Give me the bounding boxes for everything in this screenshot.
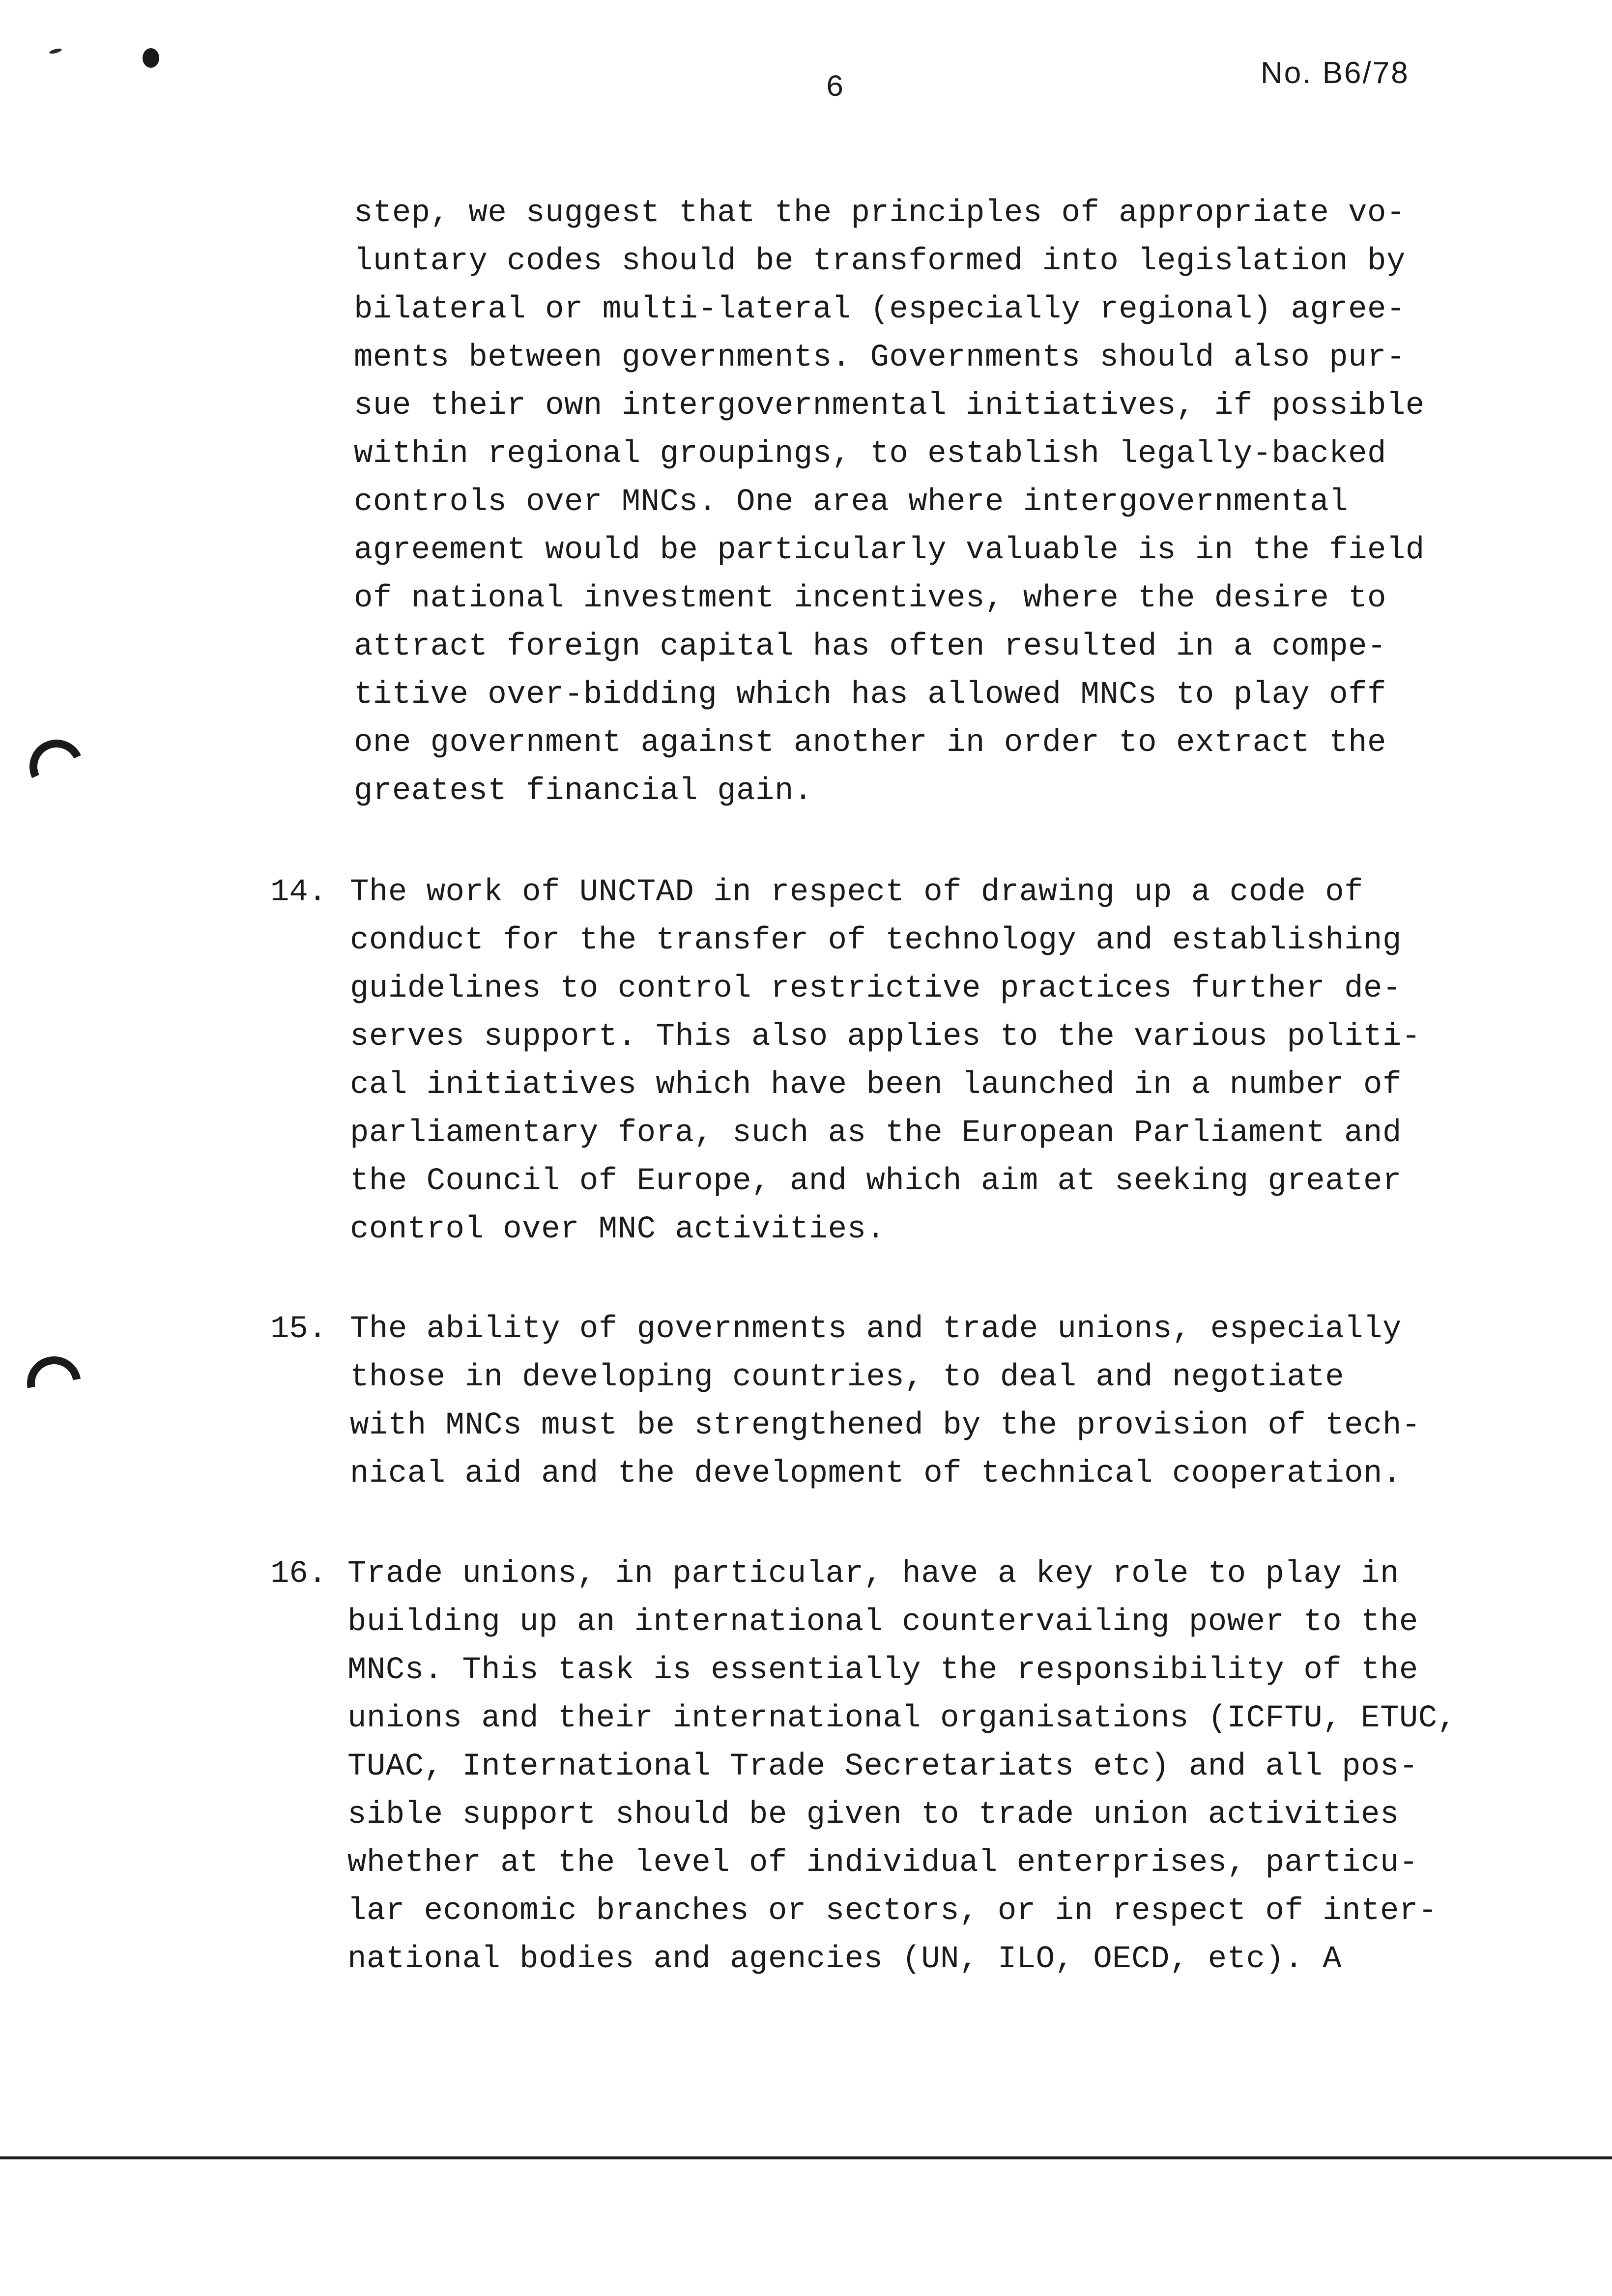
text-line: unions and their international organisations (ICFTU, ETUC, (347, 1701, 1457, 1736)
text-line: national bodies and agencies (UN, ILO, OECD, etc). A (347, 1942, 1342, 1977)
text-line: Trade unions, in particular, have a key role to play in (347, 1556, 1399, 1592)
text-line: controls over MNCs. One area where intergovernmental (354, 485, 1349, 520)
text-line: lar economic branches or sectors, or in respect of inter- (347, 1894, 1438, 1929)
text-line: the Council of Europe, and which aim at seeking greater (350, 1164, 1402, 1199)
continuation-paragraph (354, 189, 1425, 815)
text-line: one government against another in order to extract the (354, 725, 1386, 761)
scan-mark (49, 48, 62, 55)
text-line: whether at the level of individual enterprises, particu- (347, 1845, 1418, 1881)
paragraph-number-16: 16. (270, 1556, 327, 1592)
text-line: control over MNC activities. (350, 1212, 886, 1247)
paragraph-number-15: 15. (270, 1312, 327, 1347)
text-line: serves support. This also applies to the various politi- (350, 1019, 1421, 1055)
text-line: those in developing countries, to deal and negotiate (350, 1360, 1345, 1395)
text-line: agreement would be particularly valuable is in the field (354, 533, 1425, 568)
text-line: The work of UNCTAD in respect of drawing up a code of (350, 875, 1364, 910)
text-line: building up an international countervailing power to the (347, 1605, 1418, 1640)
text-line: of national investment incentives, where the desire to (354, 581, 1386, 616)
punch-hole-mark (22, 732, 91, 802)
text-line: bilateral or multi-lateral (especially regional) agree- (354, 292, 1406, 327)
text-line: sible support should be given to trade union activities (347, 1797, 1399, 1833)
text-line: MNCs. This task is essentially the responsibility of the (347, 1653, 1418, 1688)
text-line: greatest financial gain. (354, 774, 813, 809)
paragraph-number-14: 14. (270, 875, 327, 910)
paragraph-14 (350, 868, 1421, 1254)
text-line: ments between governments. Governments should also pur- (354, 340, 1406, 375)
document-reference: No. B6/78 (1261, 56, 1410, 90)
text-line: titive over-bidding which has allowed MNCs to play off (354, 677, 1386, 713)
text-line: luntary codes should be transformed into legislation by (354, 244, 1406, 279)
text-line: The ability of governments and trade unions, especially (350, 1312, 1402, 1347)
paragraph-16 (347, 1550, 1457, 1983)
scan-dot-mark (143, 48, 159, 68)
text-line: step, we suggest that the principles of appropriate vo- (354, 196, 1406, 231)
punch-hole-mark (16, 1346, 91, 1421)
text-line: attract foreign capital has often resulted in a compe- (354, 629, 1386, 664)
text-line: within regional groupings, to establish legally-backed (354, 436, 1386, 472)
bottom-rule (0, 2156, 1612, 2159)
page-number: 6 (826, 70, 844, 105)
paragraph-15 (350, 1305, 1421, 1498)
text-line: guidelines to control restrictive practices further de- (350, 971, 1402, 1006)
text-line: conduct for the transfer of technology and establishing (350, 923, 1402, 958)
text-line: parliamentary fora, such as the European Parliament and (350, 1116, 1402, 1151)
text-line: nical aid and the development of technical cooperation. (350, 1456, 1402, 1492)
text-line: TUAC, International Trade Secretariats etc) and all pos- (347, 1749, 1418, 1784)
text-line: cal initiatives which have been launched in a number of (350, 1067, 1402, 1103)
text-line: with MNCs must be strengthened by the provision of tech- (350, 1408, 1421, 1443)
text-line: sue their own intergovernmental initiatives, if possible (354, 388, 1425, 424)
